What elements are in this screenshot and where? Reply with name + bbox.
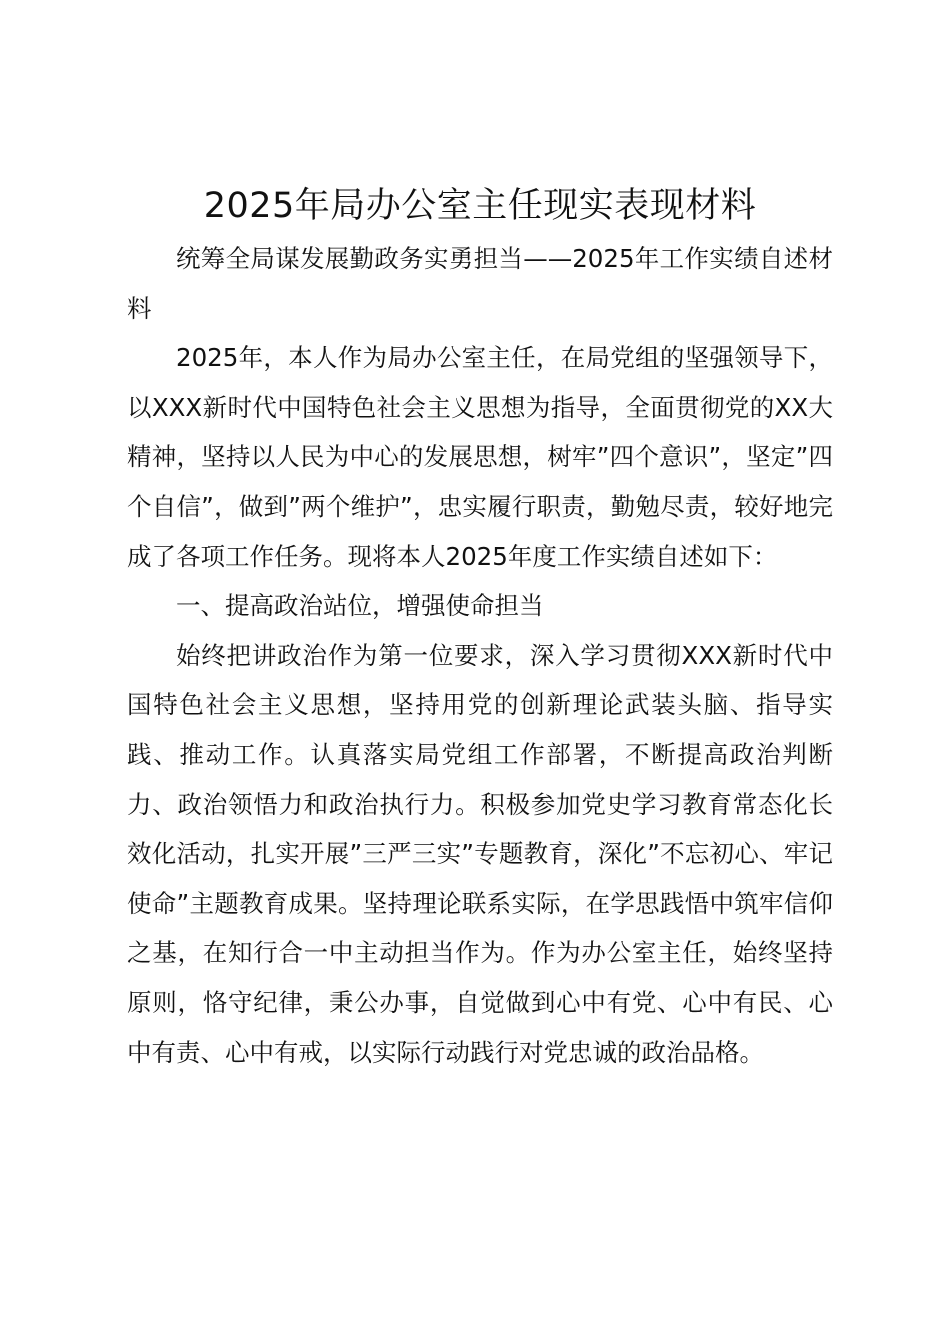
section-heading: 一、提高政治站位，增强使命担当	[176, 591, 544, 621]
intro-paragraph: 2025年，本人作为局办公室主任，在局党组的坚强领导下，以XXX新时代中国特色社会主义思想为指导，全面贯彻党的XX大精神，坚持以人民为中心的发展思想，树牢”四个意识”，坚定”四个自信”，做到”两个维护”，忠实履行职责，勤勉尽责，较好地完成了各项工作任务。现将本人2025年度工作实绩自述如下：	[127, 343, 833, 571]
section-body-paragraph: 始终把讲政治作为第一位要求，深入学习贯彻XXX新时代中国特色社会主义思想，坚持用党的创新理论武装头脑、指导实践、推动工作。认真落实局党组工作部署，不断提高政治判断力、政治领悟力和政治执行力。积极参加党史学习教育常态化长效化活动，扎实开展”三严三实”专题教育，深化”不忘初心、牢记使命”主题教育成果。坚持理论联系实际，在学思践悟中筑牢信仰之基，在知行合一中主动担当作为。作为办公室主任，始终坚持原则，恪守纪律，秉公办事，自觉做到心中有党、心中有民、心中有责、心中有戒，以实际行动践行对党忠诚的政治品格。	[127, 640, 833, 1067]
document-body	[127, 178, 833, 1077]
document-title: 2025年局办公室主任现实表现材料	[203, 186, 757, 226]
subtitle-paragraph: 统筹全局谋发展勤政务实勇担当——2025年工作实绩自述材料	[127, 244, 833, 323]
